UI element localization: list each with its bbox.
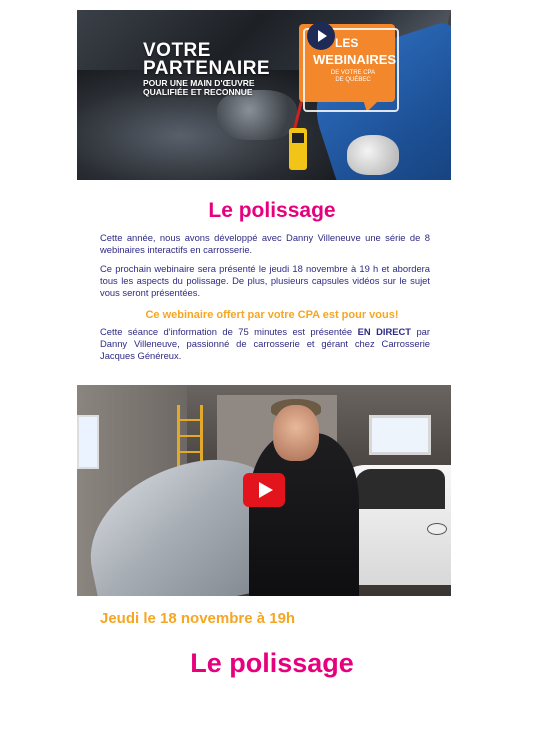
garage-window-left [77,415,99,469]
presenter-text-start: Cette séance d'information de 75 minutes est présentée [100,326,358,337]
engine-part [217,90,297,140]
presenter-paragraph [100,326,430,362]
badge-line3a: DE VOTRE CPA [330,70,376,76]
event-date: Jeudi le 18 novembre à 19h [100,610,296,627]
video-thumbnail[interactable] [77,385,451,596]
badge-line2: WEBINAIRES [313,52,397,67]
details-paragraph: Ce prochain webinaire sera présenté le jeudi 18 novembre à 19 h et abordera tous les aspects du polissage. De plus, plusieurs capsules vidéos sur le sujet vous seront présentées. [100,263,430,298]
badge-line3 [313,70,393,84]
car-logo-icon [427,523,447,535]
presenter-head [273,405,319,461]
glove-image [347,135,399,175]
presenter-text-end: par Danny Villeneuve, passionné de carrosserie et gérant chez Carrosserie Jacques Généreux. [100,326,430,361]
hero-subtitle-line1: POUR UNE MAIN D'ŒUVRE [143,78,255,88]
multimeter-icon [289,128,307,170]
hero-subtitle [143,79,283,97]
live-emphasis: EN DIRECT [357,326,411,337]
highlight-text: Ce webinaire offert par votre CPA est pour vous! [145,309,399,321]
hero-title [143,42,270,78]
hero-title-line1: VOTRE [143,40,211,61]
section-title: Le polissage [208,199,336,222]
hero-subtitle-line2: QUALIFIÉE ET RECONNUE [143,87,253,97]
badge-line3b: DE QUÉBEC [335,77,371,83]
hero-banner[interactable] [77,10,451,180]
footer-title: Le polissage [190,648,354,678]
car-window [355,469,445,509]
garage-window-right [369,415,431,455]
play-icon[interactable] [243,473,285,507]
play-icon [307,22,335,50]
badge-line1: LES [335,36,359,50]
hero-title-line2: PARTENAIRE [143,58,271,79]
intro-paragraph: Cette année, nous avons développé avec Danny Villeneuve une série de 8 webinaires interactifs en carrosserie. [100,232,430,255]
